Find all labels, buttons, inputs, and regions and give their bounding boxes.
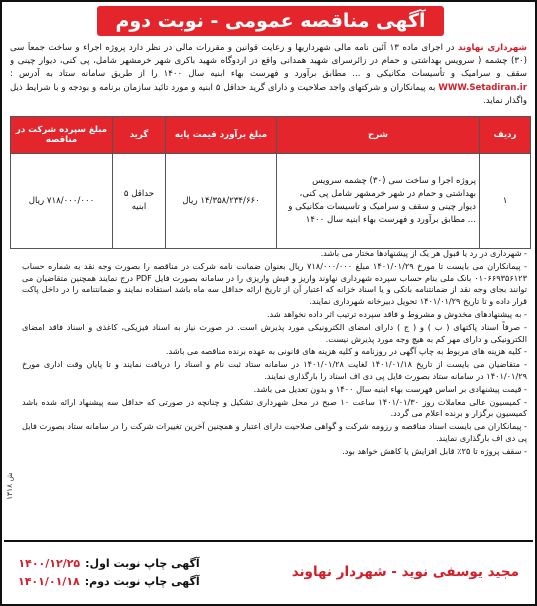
cell-grade: حداقل ۵ ابنیه xyxy=(113,154,166,249)
col-header-deposit: مبلغ سپرده شرکت در مناقصه xyxy=(11,117,113,154)
cell-base-price: ۱۴/۳۵۸/۲۳۴/۶۶۰ ریال xyxy=(166,154,277,249)
second-publication-date: ۱۴۰۱/۰۱/۱۸ xyxy=(18,574,80,588)
condition-item: - کلیه هزینه های مربوط به چاپ آگهی در روزنامه و کلیه هزینه های قانونی به عهده برنده مناقصه می باشد. xyxy=(22,346,527,358)
issuer-name: شهرداری نهاوند xyxy=(457,43,527,53)
col-header-description: شرح xyxy=(277,117,480,154)
table-row xyxy=(11,154,531,249)
side-reference-code: ش ۱۳۱۸ xyxy=(5,472,14,500)
tender-table xyxy=(10,116,531,249)
cell-deposit: ۷۱۸/۰۰۰/۰۰۰ ریال xyxy=(11,154,113,249)
condition-item: - کمیسیون عالی معاملات روز ۱۴۰۱/۰۱/۳۰ ساعت ۱۰ صبح در محل شهرداری تشکیل و چنانچه در صورتی که حداقل سه پیشنهاد ارائه شده باشد کمیسیون برگزار و برنده اعلام می گردد. xyxy=(22,397,527,421)
condition-item: - پیمانکاران می بایست اسناد مناقصه و رزومه شرکت و گواهی صلاحیت دارای اعتبار و همچنین آخرین تغییرات شرکت را در سامانه ستاد بصورت فایل پی دی اف بارگذاری نمایند. xyxy=(22,421,527,445)
intro-text: در اجرای ماده ۱۳ آئین نامه مالی شهرداریها و رعایت قوانین و مقررات مالی در نظر دارد پروژه اجراء و ساخت جمعاً سی (۳۰) چشمه ( سرویس بهداشتی و حمام در زائرسرای شهید همدانی واقع در اردوگاه شهید باکری شهر خرمشهر شامل، پی کنی، دیوار چینی و سقف و سرامیک و تأسیسات مکانیکی و ... مطابق برآورد و فهرست بهاء ابنیه سال ۱۴۰۰ را از طریق سامانه ستاد به آدرس : xyxy=(10,43,527,80)
website-link[interactable]: WWW.Setadiran.ir xyxy=(438,82,527,93)
cell-index: ۱ xyxy=(480,154,531,249)
first-publication-date: ۱۴۰۰/۱۲/۲۵ xyxy=(18,556,81,570)
condition-item: - پیمانکاران می بایست تا مورخ ۱۴۰۱/۰۱/۲۹ مبلغ ۷۱۸/۰۰۰/۰۰۰ ریال بعنوان ضمانت نامه شرکت در مناقصه را بصورت وجه نقد به شماره حساب ۰۱۰۶۶۹۳۵۶۱۲۳ بانک ملی بنام حساب سپرده شهرداری نهاوند واریز و فیش واریزی را در سامانه بصورت فایل PDF درج نمایند همچنین متقاضیان می توانند بجای وجه نقد از ضمانتنامه بانکی و یا اسناد خزانه که اعتبار آن از تاریخ ارائه حداقل سه ماه باشد استفاده نمایند و ضمانتنامه را در داخل پاکت قرار داده و تا تاریخ ۱۴۰۱/۰۱/۲۹ تحویل دبیرخانه شهرداری نمایند. xyxy=(22,261,527,308)
second-publication-label: آگهی چاپ نوبت دوم: xyxy=(84,574,200,588)
condition-item: - به پیشنهادهای مخدوش و مشروط و فاقد سپرده ترتیب اثر داده نخواهد شد. xyxy=(22,309,527,321)
condition-item: - متقاضیان می بایست از تاریخ ۱۴۰۱/۰۱/۱۸ لغایت ۱۴۰۱/۰۱/۲۸ در سامانه ستاد ثبت نام و اسناد را دریافت نمایند و تا پایان وقت اداری مورخ ۱۴۰۱/۰۱/۲۹ در سامانه ستاد بصورت فایل پی دی اف اسناد را بارگذاری نمایند. xyxy=(22,359,527,383)
col-header-base-price: مبلغ برآورد قیمت پایه xyxy=(166,117,277,154)
condition-item: - سقف پروژه تا ۲۵٪ قابل افزایش یا کاهش خواهد بود. xyxy=(22,446,527,458)
table-header-row xyxy=(11,117,531,154)
footer xyxy=(4,540,533,602)
notice-title: آگهی مناقصه عمومی - نوبت دوم xyxy=(97,6,444,36)
cell-description: پروژه اجرا و ساخت سی (۳۰) چشمه سرویس بهداشتی و حمام در شهر خرمشهر شامل پی کنی، دیوار چینی و سقف و سرامیک و تاسیسات مکانیکی و ... مطابق برآورد و فهرست بهاء ابنیه سال ۱۴۰۰ xyxy=(277,154,480,249)
col-header-grade: گرید xyxy=(113,117,166,154)
condition-item: - صرفاً اسناد پاکتهای ( ب ) و ( ج ) دارای امضای الکترونیکی مورد پذیرش است. در صورت نیاز به اسناد فیزیکی، کاغذی و اسناد فاقد امضای الکترونیکی و دارای مهر کم به هیچ وجه مورد پذیرش نیست. xyxy=(22,322,527,346)
intro-paragraph xyxy=(10,42,527,108)
intro-tail: به پیمانکاران و شرکتهای واجد صلاحیت و دارای گرید حداقل ۵ ابنیه و مورد تائید سازمان برنامه و بودجه و با شرایط ذیل واگذار نماید. xyxy=(10,82,527,106)
publication-dates xyxy=(18,557,200,588)
condition-item: - قیمت پیشنهادی بر اساس فهرست بهاء ابنیه سال ۱۴۰۰ و بدون تعدیل می باشد. xyxy=(22,384,527,396)
condition-item: - شهرداری در رد یا قبول هر یک از پیشنهادها مختار می باشد. xyxy=(22,248,527,260)
first-publication xyxy=(18,557,200,570)
col-header-index: ردیف xyxy=(480,117,531,154)
second-publication xyxy=(18,575,200,588)
first-publication-label: آگهی چاپ نوبت اول: xyxy=(85,556,200,570)
conditions-list xyxy=(22,248,527,528)
mayor-signature: مجید یوسفی نوید - شهردار نهاوند xyxy=(291,564,519,580)
